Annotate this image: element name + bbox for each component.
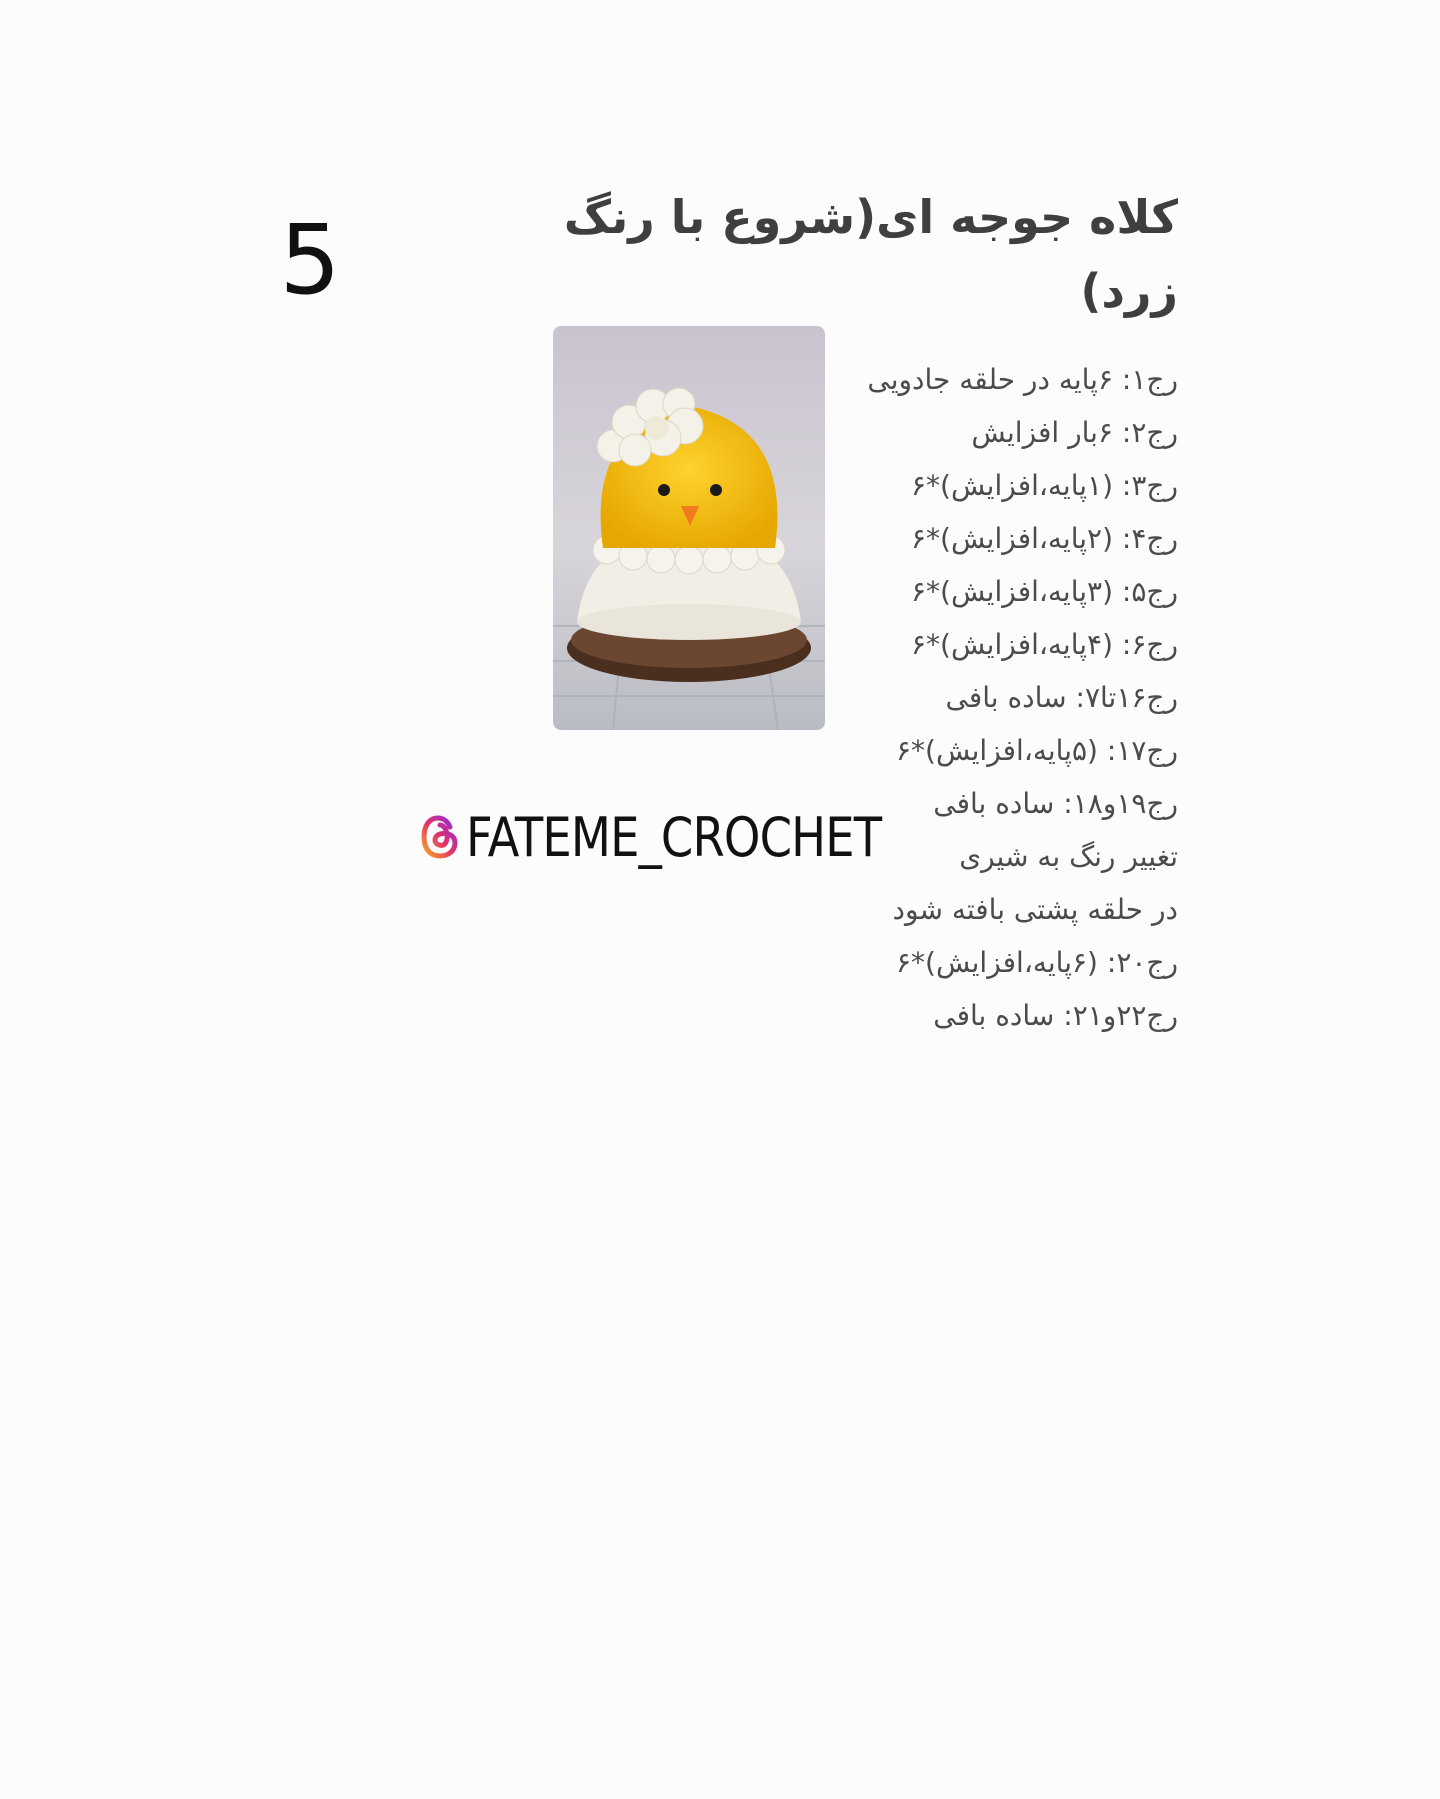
row-line: رج۵: (۳پایه،افزایش)*۶ bbox=[911, 575, 1178, 608]
row-line: رج۱۹و۱۸: ساده بافی bbox=[933, 787, 1178, 820]
row-instructions bbox=[748, 353, 1178, 1042]
threads-icon bbox=[420, 813, 460, 861]
row-line: تغییر رنگ به شیری bbox=[959, 840, 1178, 873]
row-line: رج۲: ۶بار افزایش bbox=[971, 416, 1178, 449]
row-line: رج۴: (۲پایه،افزایش)*۶ bbox=[911, 522, 1178, 555]
handle-text: FATEME_CROCHET bbox=[466, 805, 882, 869]
row-line: رج۱: ۶پایه در حلقه جادویی bbox=[867, 363, 1178, 396]
instagram-handle[interactable] bbox=[420, 800, 949, 874]
row-line: رج۱۶تا۷: ساده بافی bbox=[945, 681, 1178, 714]
row-line: رج۲۲و۲۱: ساده بافی bbox=[933, 999, 1178, 1032]
row-line: رج۶: (۴پایه،افزایش)*۶ bbox=[911, 628, 1178, 661]
row-line: رج۱۷: (۵پایه،افزایش)*۶ bbox=[895, 734, 1178, 767]
row-line: در حلقه پشتی بافته شود bbox=[892, 893, 1178, 926]
pattern-title: کلاه جوجه ای(شروع با رنگ زرد) bbox=[563, 190, 1178, 318]
row-line: رج۲۰: (۶پایه،افزایش)*۶ bbox=[895, 946, 1178, 979]
page-number: 5 bbox=[255, 180, 365, 340]
row-line: رج۳: (۱پایه،افزایش)*۶ bbox=[911, 469, 1178, 502]
